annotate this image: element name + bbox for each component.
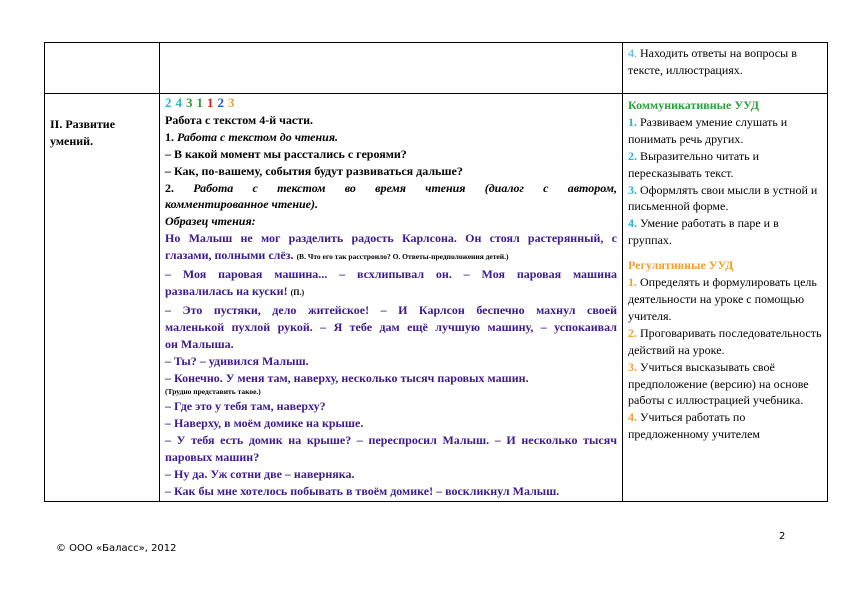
item-number: 3. — [628, 359, 637, 374]
text-line: – Наверху, в моём домике на крыше. — [165, 416, 364, 431]
text-line: – Ты? – удивился Малыш. — [165, 353, 309, 368]
stage-cell — [50, 116, 154, 150]
text-line: Но Малыш не мог разделить радость Карлсона. Он стоял растерянный, с — [165, 231, 617, 246]
item-number: 1. — [628, 114, 637, 129]
teacher-note: (П.) — [290, 287, 305, 297]
competency-digits — [165, 95, 617, 112]
list-item — [628, 325, 824, 359]
competency-digit: 2 — [217, 95, 224, 110]
step-title: Работа с текстом до чтения. — [177, 129, 339, 144]
item-text: Находить ответы на вопросы в тексте, иллюстрациях. — [628, 46, 797, 77]
competency-digit: 3 — [186, 95, 193, 110]
column-divider-1 — [159, 42, 160, 502]
text-line: глазами, полными слёз. — [165, 248, 294, 263]
item-text: Выразительно читать и пересказывать текст. — [628, 148, 760, 180]
text-line: – Ну да. Уж сотни две – наверняка. — [165, 467, 355, 482]
item-text: Учиться высказывать своё предположение (версию) на основе работы с иллюстрацией учебника. — [628, 359, 809, 408]
lesson-table — [44, 42, 828, 502]
list-item — [628, 274, 824, 325]
regulatory-list — [628, 274, 824, 443]
teacher-note: (Трудно представить такое.) — [165, 387, 261, 397]
page-number: 2 — [779, 531, 786, 542]
step-number: 1. — [165, 129, 174, 144]
question: – В какой момент мы расстались с героями? — [165, 146, 407, 161]
text-line: – Как бы мне хотелось побывать в твоём домике! – воскликнул Малыш. — [165, 483, 560, 498]
communicative-title: Коммуникативные УУД — [628, 98, 760, 112]
text-line: – Где это у тебя там, наверху? — [165, 399, 326, 414]
footer-copyright: © ООО «Баласс», 2012 — [56, 543, 177, 554]
table-border-top — [44, 42, 828, 43]
stage-title: II. Развитие умений. — [50, 117, 116, 148]
question: – Как, по-вашему, события будут развиваться дальше? — [165, 163, 463, 178]
list-item — [628, 148, 824, 182]
regulatory-title: Регулятивные УУД — [628, 258, 734, 273]
list-item — [628, 359, 824, 410]
section-heading: Работа с текстом 4-й части. — [165, 112, 314, 127]
item-number: 4. — [628, 46, 637, 60]
step-number: 2. — [165, 180, 174, 195]
item-text: Учиться работать по предложенному учителем — [628, 410, 760, 442]
item-number: 2. — [628, 325, 637, 340]
list-item — [628, 114, 824, 148]
item-text: Развиваем умение слушать и понимать речь других. — [628, 114, 788, 146]
item-text: Проговаривать последовательность действий на уроке. — [628, 325, 822, 357]
communicative-list — [628, 114, 824, 249]
text-line: – Моя паровая машина... – всхлипывал он. – Моя паровая машина — [165, 267, 617, 282]
competency-digit: 1 — [196, 95, 203, 110]
text-line: маленькой пухлой рукой. – Я тебе дам ещё лучшую машину, – успокаивал — [165, 319, 617, 334]
item-text: Умение работать в паре и в группах. — [628, 216, 779, 248]
text-line: – У тебя есть домик на крыше? – переспросил Малыш. – И несколько тысяч — [165, 433, 617, 448]
outcomes-cell — [628, 97, 824, 443]
competency-digit: 2 — [165, 95, 172, 110]
step-title-cont: комментированное чтение). — [165, 197, 318, 212]
activity-cell — [165, 95, 617, 500]
text-line: – Конечно. У меня там, наверху, несколько тысяч паровых машин. — [165, 370, 529, 385]
teacher-note: (В. Что его так расстроило? О. Ответы-предположения детей.) — [296, 252, 509, 262]
text-line: развалилась на куски! — [165, 283, 288, 298]
table-border-right — [827, 42, 828, 502]
table-border-left — [44, 42, 45, 502]
step-title: Работа с текстом во время чтения (диалог с автором, — [193, 180, 618, 195]
text-line: паровых машин? — [165, 450, 260, 465]
column-divider-2 — [622, 42, 623, 502]
item-number: 4. — [628, 410, 637, 425]
item-text: Оформлять свои мысли в устной и письменной форме. — [628, 182, 818, 214]
list-item — [628, 182, 824, 216]
competency-digit: 4 — [175, 95, 182, 110]
sample-label: Образец чтения: — [165, 214, 256, 229]
row1-right-cell — [628, 45, 824, 79]
item-text: Определять и формулировать цель деятельности на уроке с помощью учителя. — [628, 275, 817, 323]
item-number: 3. — [628, 182, 637, 197]
list-item — [628, 215, 824, 249]
competency-digit: 1 — [207, 95, 214, 110]
item-number: 2. — [628, 148, 637, 163]
row-divider — [44, 93, 828, 94]
list-item — [628, 409, 824, 443]
text-line: он Малыша. — [165, 336, 234, 351]
item-number: 1. — [628, 275, 637, 290]
item-number: 4. — [628, 216, 637, 231]
table-border-bottom — [44, 501, 828, 502]
competency-digit: 3 — [228, 95, 235, 110]
text-line: – Это пустяки, дело житейское! – И Карлсон беспечно махнул своей — [165, 302, 617, 317]
